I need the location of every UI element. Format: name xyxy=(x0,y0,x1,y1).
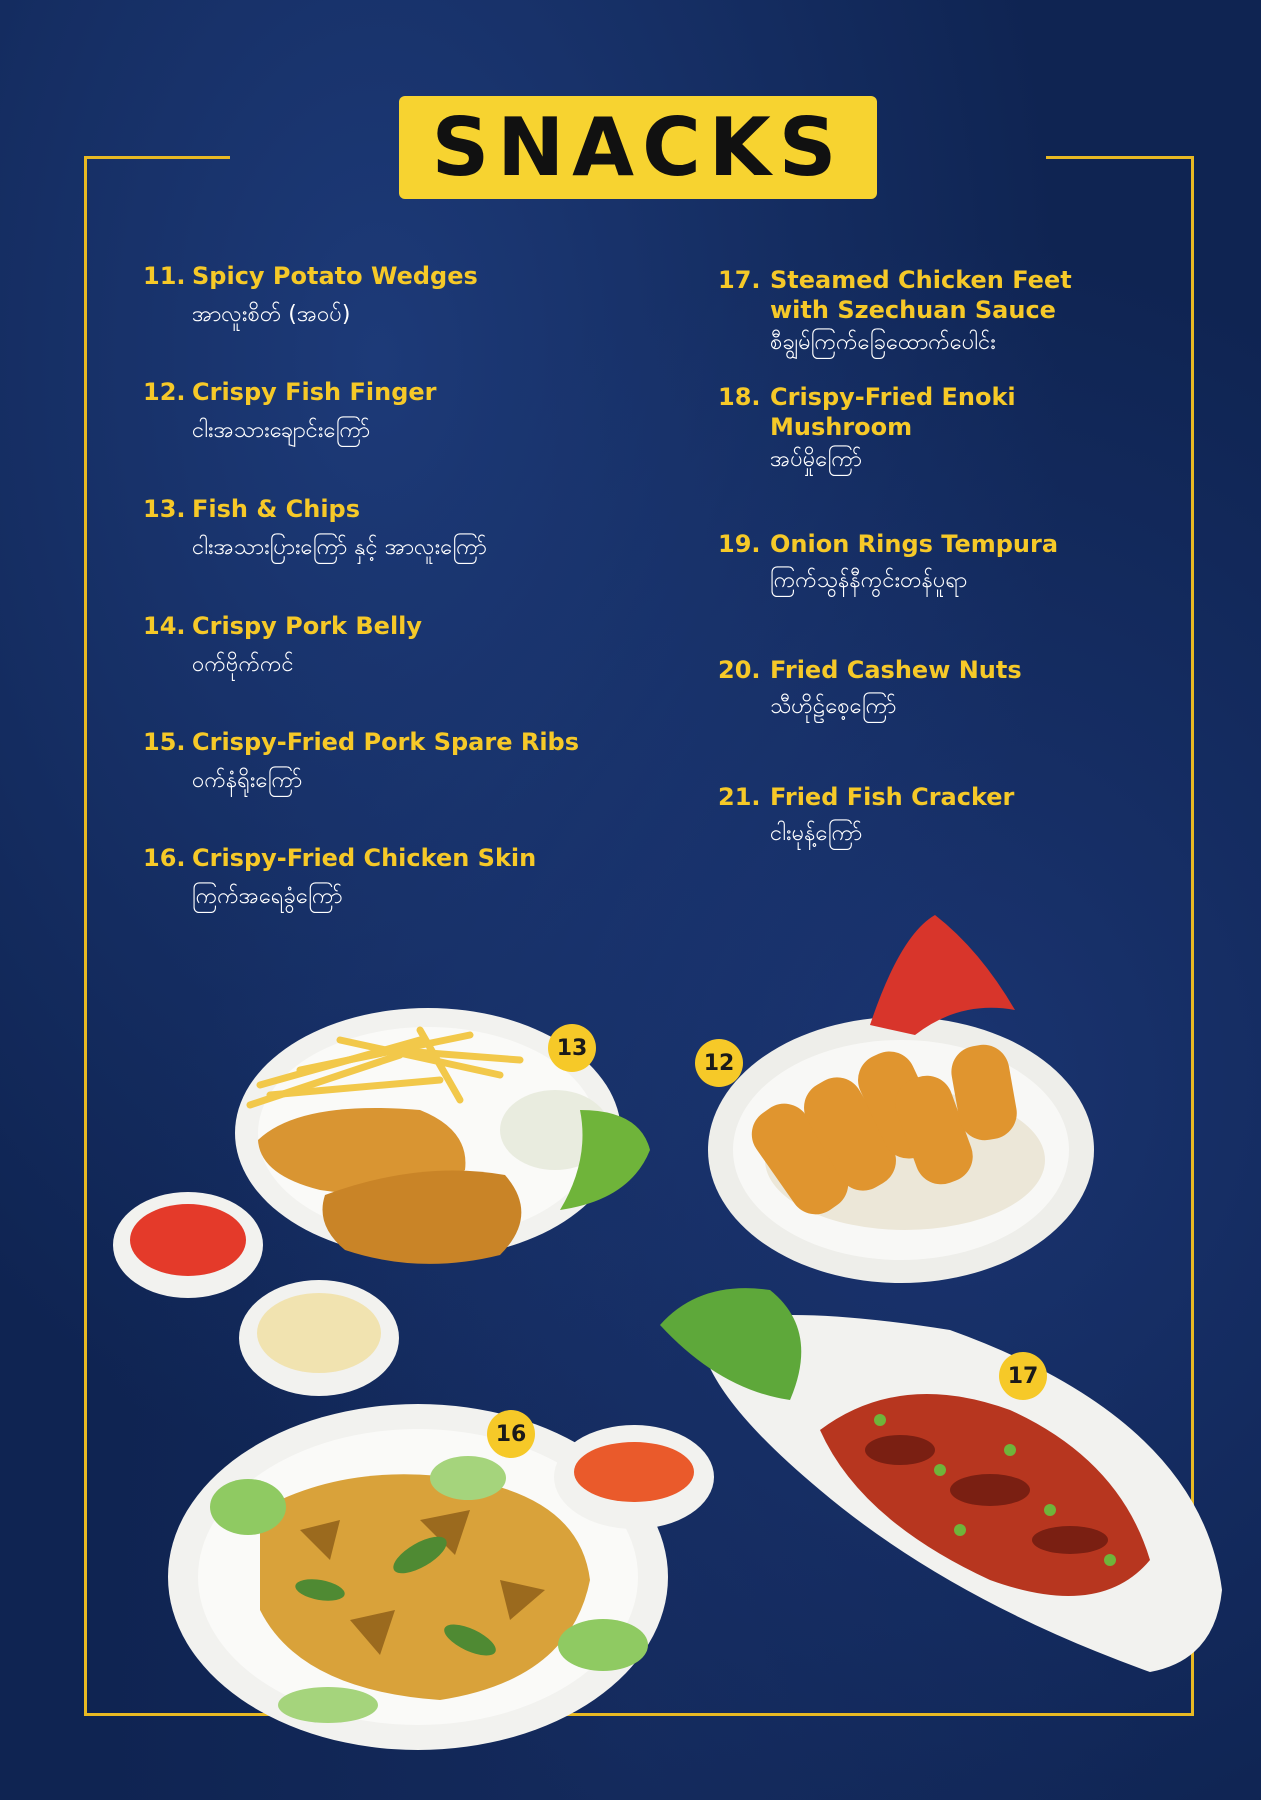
item-local-name: ငါးအသားပြားကြော် နှင့် အာလူးကြော် xyxy=(192,535,487,560)
item-local-name: စီချွမ်ကြက်ခြေထောက်ပေါင်း xyxy=(770,330,996,355)
badge-16: 16 xyxy=(487,1410,535,1458)
item-local-name: သီဟိုဠ်စေ့ကြော် xyxy=(770,694,897,719)
badge-13: 13 xyxy=(548,1024,596,1072)
item-name: Crispy Pork Belly xyxy=(192,612,423,640)
item-name: Fried Cashew Nuts xyxy=(770,656,1022,684)
item-local-name: အပ်မှိုကြော် xyxy=(770,447,862,472)
item-number: 21. xyxy=(718,783,761,811)
item-number: 15. xyxy=(143,728,186,756)
item-name: Spicy Potato Wedges xyxy=(192,262,478,290)
item-local-name: အာလူးစိတ် (အဝပ်) xyxy=(192,302,351,327)
item-number: 13. xyxy=(143,495,186,523)
item-name: Fried Fish Cracker xyxy=(770,783,1015,811)
item-name: Crispy-Fried Pork Spare Ribs xyxy=(192,728,580,756)
item-number: 14. xyxy=(143,612,186,640)
item-local-name: ကြက်အရေခွံကြော် xyxy=(192,884,343,909)
item-name: Crispy-Fried Chicken Skin xyxy=(192,844,537,872)
fish-finger-photo xyxy=(708,915,1094,1283)
badge-12: 12 xyxy=(695,1039,743,1087)
item-local-name: ဝက်နံရိုးကြော် xyxy=(192,768,303,793)
item-local-name: ငါးအသားချောင်းကြော် xyxy=(192,418,371,443)
item-name: Fish & Chips xyxy=(192,495,361,523)
item-number: 16. xyxy=(143,844,186,872)
item-number: 20. xyxy=(718,656,761,684)
item-name: Steamed Chicken Feet with Szechuan Sauce xyxy=(770,266,1072,324)
item-number: 19. xyxy=(718,530,761,558)
item-number: 11. xyxy=(143,262,186,290)
item-name: Crispy-Fried Enoki Mushroom xyxy=(770,383,1016,441)
item-number: 17. xyxy=(718,266,761,294)
badge-17: 17 xyxy=(999,1352,1047,1400)
item-name: Crispy Fish Finger xyxy=(192,378,437,406)
item-number: 12. xyxy=(143,378,186,406)
item-name: Onion Rings Tempura xyxy=(770,530,1059,558)
chicken-feet-photo xyxy=(660,1288,1222,1672)
item-local-name: ကြက်သွန်နီကွင်းတန်ပူရာ xyxy=(770,568,968,593)
page-title: SNACKS xyxy=(431,100,845,194)
item-local-name: ငါးမုန့်ကြော် xyxy=(770,821,863,846)
chicken-skin-photo xyxy=(168,1404,714,1750)
item-number: 18. xyxy=(718,383,761,411)
item-local-name: ဝက်ဗိုက်ကင် xyxy=(192,652,294,677)
